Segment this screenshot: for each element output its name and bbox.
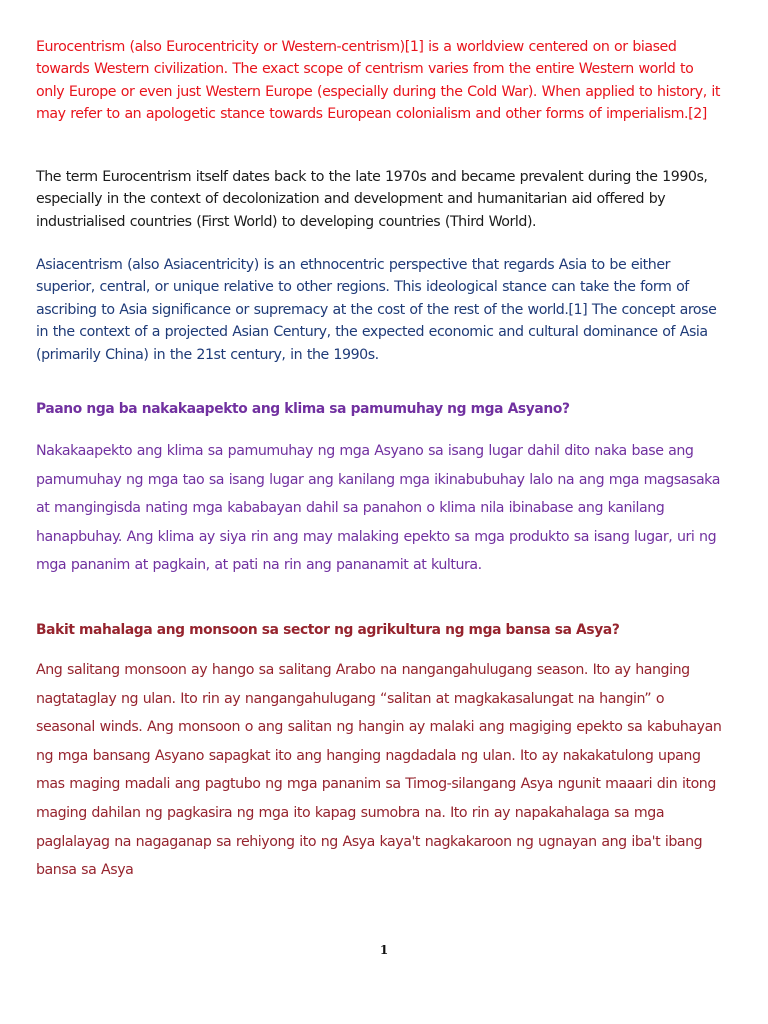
klima-section-heading: Paano nga ba nakakaapekto ang klima sa pamumuhay ng mga Asyano? [36,401,570,417]
klima-section-body: Nakakaapekto ang klima sa pamumuhay ng mga Asyano sa isang lugar dahil dito naka base ang pamumuhay ng mga tao sa isang lugar ang kanilang mga ikinabubuhay lalo na ang mga magsasaka at mangingisda nating mga kababayan dahil sa panahon o klima nila ibinabase ang kanilang hanapbuhay. Ang klima ay siya rin ang may malaking epekto sa mga produkto sa isang lugar, uri ng mga pananim at pagkain, at pati na rin ang pananamit at kultura. [36,443,720,573]
monsoon-section-heading: Bakit mahalaga ang monsoon sa sector ng agrikultura ng mga bansa sa Asya? [36,622,620,638]
term-history-paragraph: The term Eurocentrism itself dates back to the late 1970s and became prevalent during the 1990s, especially in the context of decolonization and development and humanitarian aid offered by industrialised countries (First World) to developing countries (Third World). [36,169,708,230]
eurocentrism-paragraph: Eurocentrism (also Eurocentricity or Western-centrism)[1] is a worldview centered on or biased towards Western civilization. The exact scope of centrism varies from the entire Western world to only Europe or even just Western Europe (especially during the Cold War). When applied to history, it may refer to an apologetic stance towards European colonialism and other forms of imperialism.[2] [36,39,721,123]
asiacentrism-paragraph: Asiacentrism (also Asiacentricity) is an ethnocentric perspective that regards Asia to be either superior, central, or unique relative to other regions. This ideological stance can take the form of ascribing to Asia significance or supremacy at the cost of the rest of the world.[1] The concept arose in the context of a projected Asian Century, the expected economic and cultural dominance of Asia (primarily China) in the 21st century, in the 1990s. [36,257,717,363]
page-number: 1 [379,943,389,957]
monsoon-section-body: Ang salitang monsoon ay hango sa salitang Arabo na nangangahulugang season. Ito ay hanging nagtataglay ng ulan. Ito rin ay nangangahulugang “salitan at magkakasalungat na hangin” o seasonal winds. Ang monsoon o ang salitan ng hangin ay malaki ang magiging epekto sa kabuhayan ng mga bansang Asyano sapagkat ito ang hanging nagdadala ng ulan. Ito ay nakakatulong upang mas maging madali ang pagtubo ng mga pananim sa Timog-silangang Asya ngunit maaari din itong maging dahilan ng pagkasira ng mga ito kapag sumobra na. Ito rin ay napakahalaga sa mga paglalayag na nagaganap sa rehiyong ito ng Asya kaya't nagkakaroon ng ugnayan ang iba't ibang bansa sa Asya [36,662,722,879]
